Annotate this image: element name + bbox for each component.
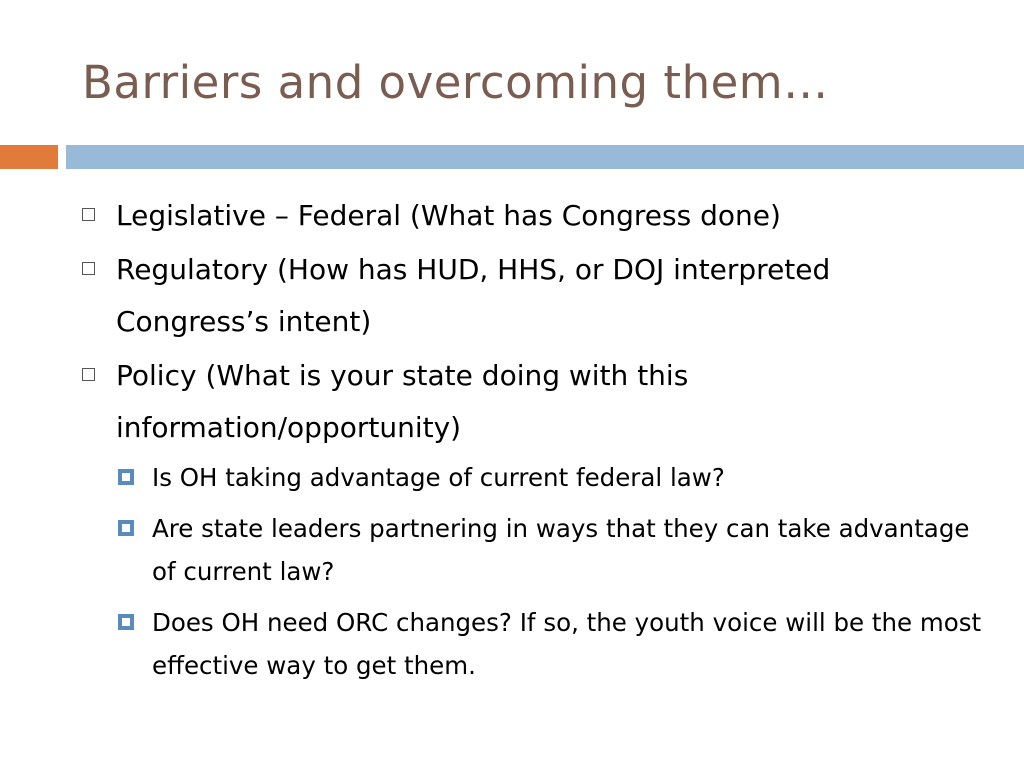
sub-bullet-item <box>118 507 992 593</box>
bullet-item <box>82 190 992 242</box>
bullet-item <box>82 244 992 348</box>
bullet-item <box>82 350 992 454</box>
bullet-text: Policy (What is your state doing with this information/opportunity) <box>116 359 689 444</box>
hollow-square-bullet-icon <box>82 262 95 275</box>
filled-square-bullet-icon <box>118 614 134 630</box>
hollow-square-bullet-icon <box>82 208 95 221</box>
bullet-text: Legislative – Federal (What has Congress done) <box>116 199 781 232</box>
filled-square-bullet-icon <box>118 520 134 536</box>
sub-bullet-text: Is OH taking advantage of current federal law? <box>152 463 725 492</box>
bullet-text: Regulatory (How has HUD, HHS, or DOJ interpreted Congress’s intent) <box>116 253 831 338</box>
slide-title: Barriers and overcoming them… <box>82 56 829 109</box>
sub-bullet-item <box>118 601 992 687</box>
sub-bullet-text: Does OH need ORC changes? If so, the youth voice will be the most effective way to get them. <box>152 608 982 680</box>
sub-bullet-item <box>118 456 992 499</box>
filled-square-bullet-icon <box>118 469 134 485</box>
sub-bullet-text: Are state leaders partnering in ways that they can take advantage of current law? <box>152 514 970 586</box>
hollow-square-bullet-icon <box>82 368 95 381</box>
accent-bar-orange <box>0 145 58 169</box>
slide-body <box>82 190 992 695</box>
accent-bar-blue <box>66 145 1024 169</box>
